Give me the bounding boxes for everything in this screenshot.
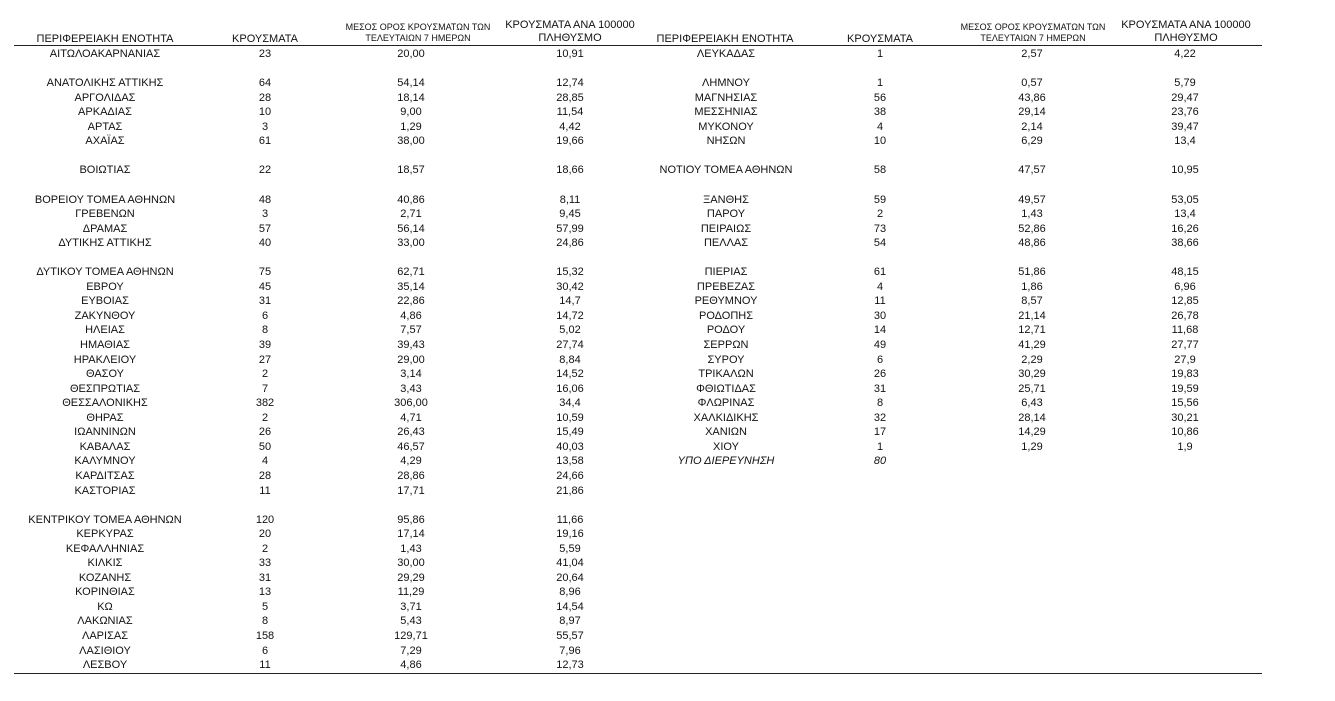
avg7-value: 4,86 xyxy=(400,309,422,322)
region-name: ΠΙΕΡΙΑΣ xyxy=(704,266,748,279)
avg7-value: 46,57 xyxy=(397,440,425,453)
avg7-value: 26,43 xyxy=(397,426,425,439)
per100k-value: 1,9 xyxy=(1177,440,1193,453)
cases-value: 2 xyxy=(261,411,269,424)
avg7-value: 3,43 xyxy=(400,382,422,395)
cases-value: 17 xyxy=(873,426,887,439)
region-name: ΕΒΡΟΥ xyxy=(86,280,124,293)
avg7-value: 29,00 xyxy=(397,353,425,366)
cases-value: 32 xyxy=(873,411,887,424)
region-name: ΚΑΒΑΛΑΣ xyxy=(79,440,131,453)
avg7-value: 1,43 xyxy=(1021,208,1043,221)
header-per100k-right-2: ΠΛΗΘΥΣΜΟ xyxy=(1154,32,1218,44)
per100k-value: 13,4 xyxy=(1174,208,1196,221)
region-name: ΛΕΥΚΑΔΑΣ xyxy=(696,48,756,60)
region-name: ΚΙΛΚΙΣ xyxy=(87,557,123,570)
avg7-value: 306,00 xyxy=(394,397,428,410)
per100k-value: 7,96 xyxy=(559,644,581,657)
cases-value: 6 xyxy=(876,353,884,366)
region-name: ΚΑΣΤΟΡΙΑΣ xyxy=(74,484,136,497)
cases-value: 3 xyxy=(261,208,269,221)
region-name: ΘΕΣΠΡΩΤΙΑΣ xyxy=(69,382,141,395)
region-name: ΦΘΙΩΤΙΔΑΣ xyxy=(696,382,756,395)
header-cases-right: ΚΡΟΥΣΜΑΤΑ xyxy=(847,33,913,45)
avg7-value: 35,14 xyxy=(397,280,425,293)
region-name: ΒΟΙΩΤΙΑΣ xyxy=(79,164,131,177)
avg7-value: 1,86 xyxy=(1021,280,1043,293)
region-name: ΑΝΑΤΟΛΙΚΗΣ ΑΤΤΙΚΗΣ xyxy=(46,77,164,90)
avg7-value: 29,29 xyxy=(397,571,425,584)
per100k-value: 55,57 xyxy=(556,630,584,642)
region-name: ΖΑΚΥΝΘΟΥ xyxy=(74,309,136,322)
cases-value: 10 xyxy=(258,106,272,119)
avg7-value: 6,29 xyxy=(1021,135,1043,148)
header-avg-left-1: ΜΕΣΟΣ ΟΡΟΣ ΚΡΟΥΣΜΑΤΩΝ ΤΩΝ xyxy=(345,22,491,32)
region-name: ΗΜΑΘΙΑΣ xyxy=(80,339,130,351)
cases-value: 64 xyxy=(258,77,272,90)
footer-rule xyxy=(14,673,1262,674)
header-avg-right-2: ΤΕΛΕΥΤΑΙΩΝ 7 ΗΜΕΡΩΝ xyxy=(980,33,1086,43)
per100k-value: 29,47 xyxy=(1171,91,1199,104)
per100k-value: 8,97 xyxy=(559,615,581,628)
header-per100k-left-1: ΚΡΟΥΣΜΑΤΑ ΑΝΑ 100000 xyxy=(505,19,635,31)
cases-value: 59 xyxy=(873,193,887,206)
cases-value: 4 xyxy=(876,280,884,293)
cases-value: 54 xyxy=(873,237,887,250)
region-name: ΞΑΝΘΗΣ xyxy=(703,193,749,206)
cases-value: 11 xyxy=(874,295,886,308)
avg7-value: 56,14 xyxy=(397,222,425,235)
region-name: ΑΡΤΑΣ xyxy=(87,120,123,133)
per100k-value: 10,91 xyxy=(556,48,584,60)
region-name: ΦΛΩΡΙΝΑΣ xyxy=(697,397,755,410)
per100k-value: 27,9 xyxy=(1174,353,1196,366)
per100k-value: 11,68 xyxy=(1171,324,1199,337)
cases-value: 2 xyxy=(876,208,884,221)
avg7-value: 33,00 xyxy=(397,237,425,250)
avg7-value: 20,00 xyxy=(397,48,425,60)
per100k-value: 57,99 xyxy=(556,222,584,235)
region-name: ΧΙΟΥ xyxy=(713,440,739,453)
region-name: ΛΕΣΒΟΥ xyxy=(82,659,128,672)
avg7-value: 18,14 xyxy=(397,91,425,104)
cases-value: 5 xyxy=(261,600,269,613)
cases-value: 28 xyxy=(258,91,272,104)
avg7-value: 52,86 xyxy=(1018,222,1046,235)
avg7-value: 21,14 xyxy=(1018,309,1046,322)
per100k-value: 28,85 xyxy=(556,91,584,104)
avg7-value: 7,29 xyxy=(400,644,422,657)
cases-value: 45 xyxy=(258,280,272,293)
cases-value: 382 xyxy=(255,397,275,410)
cases-value: 31 xyxy=(258,295,272,308)
region-name: ΚΕΝΤΡΙΚΟΥ ΤΟΜΕΑ ΑΘΗΝΩΝ xyxy=(28,513,182,526)
header-per100k-left-2: ΠΛΗΘΥΣΜΟ xyxy=(538,32,602,44)
avg7-value: 4,86 xyxy=(400,659,422,672)
region-name: ΔΥΤΙΚΟΥ ΤΟΜΕΑ ΑΘΗΝΩΝ xyxy=(36,266,174,279)
per100k-value: 34,4 xyxy=(559,397,581,410)
region-name: ΝΟΤΙΟΥ ΤΟΜΕΑ ΑΘΗΝΩΝ xyxy=(659,164,793,177)
cases-value: 22 xyxy=(258,164,272,177)
region-name: ΗΡΑΚΛΕΙΟΥ xyxy=(73,353,137,366)
avg7-value: 39,43 xyxy=(397,339,425,351)
region-name: ΧΑΛΚΙΔΙΚΗΣ xyxy=(693,411,759,424)
region-name: ΥΠΟ ΔΙΕΡΕΥΝΗΣΗ xyxy=(677,455,775,468)
region-name: ΚΕΦΑΛΛΗΝΙΑΣ xyxy=(65,542,145,555)
region-name: ΚΩ xyxy=(97,600,113,613)
avg7-value: 14,29 xyxy=(1018,426,1046,439)
avg7-value: 47,57 xyxy=(1018,164,1046,177)
region-name: ΘΑΣΟΥ xyxy=(85,368,125,381)
region-name: ΑΡΓΟΛΙΔΑΣ xyxy=(74,91,136,104)
avg7-value: 1,43 xyxy=(400,542,422,555)
per100k-value: 15,56 xyxy=(1171,397,1199,410)
avg7-value: 2,14 xyxy=(1021,120,1043,133)
region-name: ΤΡΙΚΑΛΩΝ xyxy=(698,368,754,381)
per100k-value: 14,72 xyxy=(556,309,584,322)
region-name: ΡΟΔΟΠΗΣ xyxy=(698,309,754,322)
region-name: ΛΑΡΙΣΑΣ xyxy=(81,630,129,642)
per100k-value: 11,66 xyxy=(556,513,584,526)
cases-value: 6 xyxy=(261,309,269,322)
per100k-value: 16,26 xyxy=(1171,222,1199,235)
region-name: ΠΡΕΒΕΖΑΣ xyxy=(696,280,756,293)
avg7-value: 11,29 xyxy=(397,586,425,599)
per100k-value: 12,74 xyxy=(556,77,584,90)
region-name: ΑΧΑΪΑΣ xyxy=(85,135,125,148)
region-name: ΣΥΡΟΥ xyxy=(707,353,745,366)
avg7-value: 43,86 xyxy=(1018,91,1046,104)
region-name: ΝΗΣΩΝ xyxy=(706,135,746,148)
region-name: ΔΥΤΙΚΗΣ ΑΤΤΙΚΗΣ xyxy=(58,237,152,250)
cases-value: 6 xyxy=(261,644,269,657)
avg7-value: 40,86 xyxy=(397,193,425,206)
per100k-value: 12,85 xyxy=(1171,295,1199,308)
cases-value: 31 xyxy=(873,382,887,395)
cases-value: 8 xyxy=(876,397,884,410)
header-rule xyxy=(14,45,1262,46)
per100k-value: 24,66 xyxy=(556,469,584,482)
cases-value: 7 xyxy=(261,382,269,395)
per100k-value: 38,66 xyxy=(1171,237,1199,250)
cases-value: 26 xyxy=(258,426,272,439)
avg7-value: 12,71 xyxy=(1018,324,1046,337)
avg7-value: 1,29 xyxy=(400,120,422,133)
header-avg-left-2: ΤΕΛΕΥΤΑΙΩΝ 7 ΗΜΕΡΩΝ xyxy=(365,33,471,43)
cases-value: 48 xyxy=(258,193,272,206)
per100k-value: 48,15 xyxy=(1171,266,1199,279)
cases-value: 49 xyxy=(873,339,887,351)
avg7-value: 3,14 xyxy=(400,368,422,381)
avg7-value: 0,57 xyxy=(1021,77,1043,90)
cases-value: 27 xyxy=(258,353,272,366)
cases-value: 28 xyxy=(258,469,272,482)
cases-value: 50 xyxy=(258,440,272,453)
cases-value: 13 xyxy=(258,586,272,599)
avg7-value: 3,71 xyxy=(400,600,422,613)
per100k-value: 10,86 xyxy=(1171,426,1199,439)
region-name: ΔΡΑΜΑΣ xyxy=(82,222,128,235)
per100k-value: 30,42 xyxy=(556,280,584,293)
region-name: ΕΥΒΟΙΑΣ xyxy=(81,295,129,308)
region-name: ΚΑΡΔΙΤΣΑΣ xyxy=(75,469,135,482)
avg7-value: 48,86 xyxy=(1018,237,1046,250)
per100k-value: 10,95 xyxy=(1171,164,1199,177)
per100k-value: 14,52 xyxy=(556,368,584,381)
cases-value: 20 xyxy=(258,528,272,541)
per100k-value: 8,84 xyxy=(559,353,581,366)
cases-value: 3 xyxy=(261,120,269,133)
region-name: ΓΡΕΒΕΝΩΝ xyxy=(75,208,135,221)
region-name: ΠΕΛΛΑΣ xyxy=(703,237,749,250)
region-name: ΚΟΖΑΝΗΣ xyxy=(78,571,132,584)
region-name: ΛΑΣΙΘΙΟΥ xyxy=(79,644,131,657)
cases-value: 4 xyxy=(876,120,884,133)
avg7-value: 30,29 xyxy=(1018,368,1046,381)
per100k-value: 19,16 xyxy=(556,528,584,541)
cases-value: 2 xyxy=(261,368,269,381)
per100k-value: 24,86 xyxy=(556,237,584,250)
avg7-value: 54,14 xyxy=(397,77,425,90)
avg7-value: 38,00 xyxy=(397,135,425,148)
avg7-value: 7,57 xyxy=(400,324,422,337)
avg7-value: 28,14 xyxy=(1018,411,1046,424)
avg7-value: 8,57 xyxy=(1021,295,1043,308)
per100k-value: 41,04 xyxy=(556,557,584,570)
avg7-value: 5,43 xyxy=(400,615,422,628)
per100k-value: 5,59 xyxy=(559,542,581,555)
per100k-value: 18,66 xyxy=(556,164,584,177)
per100k-value: 14,7 xyxy=(559,295,581,308)
region-name: ΛΑΚΩΝΙΑΣ xyxy=(77,615,133,628)
per100k-value: 20,64 xyxy=(556,571,584,584)
cases-value: 80 xyxy=(873,455,887,468)
cases-value: 40 xyxy=(258,237,272,250)
cases-value: 38 xyxy=(873,106,887,119)
per100k-value: 15,32 xyxy=(556,266,584,279)
region-name: ΘΗΡΑΣ xyxy=(86,411,124,424)
cases-value: 73 xyxy=(873,222,887,235)
per100k-value: 26,78 xyxy=(1171,309,1199,322)
per100k-value: 19,83 xyxy=(1171,368,1199,381)
per100k-value: 53,05 xyxy=(1171,193,1199,206)
cases-value: 58 xyxy=(873,164,887,177)
per100k-value: 13,4 xyxy=(1174,135,1196,148)
cases-value: 11 xyxy=(259,659,271,672)
avg7-value: 17,71 xyxy=(397,484,425,497)
per100k-value: 27,74 xyxy=(556,339,584,351)
avg7-value: 1,29 xyxy=(1021,440,1043,453)
cases-value: 1 xyxy=(876,48,884,60)
avg7-value: 2,71 xyxy=(400,208,422,221)
per100k-value: 19,66 xyxy=(556,135,584,148)
region-name: ΒΟΡΕΙΟΥ ΤΟΜΕΑ ΑΘΗΝΩΝ xyxy=(34,193,176,206)
cases-value: 56 xyxy=(873,91,887,104)
per100k-value: 4,22 xyxy=(1174,48,1196,60)
cases-value: 61 xyxy=(873,266,887,279)
cases-value: 26 xyxy=(873,368,887,381)
per100k-value: 27,77 xyxy=(1171,339,1199,351)
region-name: ΑΙΤΩΛΟΑΚΑΡΝΑΝΙΑΣ xyxy=(49,48,161,60)
region-name: ΜΕΣΣΗΝΙΑΣ xyxy=(694,106,758,119)
cases-value: 31 xyxy=(258,571,272,584)
per100k-value: 9,45 xyxy=(559,208,581,221)
cases-value: 120 xyxy=(255,513,275,526)
per100k-value: 5,02 xyxy=(559,324,581,337)
cases-value: 14 xyxy=(873,324,887,337)
region-name: ΑΡΚΑΔΙΑΣ xyxy=(78,106,132,119)
per100k-value: 39,47 xyxy=(1171,120,1199,133)
region-name: ΣΕΡΡΩΝ xyxy=(703,339,749,351)
per100k-value: 8,96 xyxy=(559,586,581,599)
cases-value: 57 xyxy=(258,222,272,235)
avg7-value: 2,57 xyxy=(1021,48,1043,60)
avg7-value: 49,57 xyxy=(1018,193,1046,206)
region-name: ΚΟΡΙΝΘΙΑΣ xyxy=(75,586,135,599)
region-name: ΚΕΡΚΥΡΑΣ xyxy=(76,528,134,541)
per100k-value: 19,59 xyxy=(1171,382,1199,395)
avg7-value: 4,71 xyxy=(400,411,422,424)
avg7-value: 29,14 xyxy=(1018,106,1046,119)
cases-value: 61 xyxy=(258,135,272,148)
avg7-value: 18,57 xyxy=(397,164,425,177)
avg7-value: 28,86 xyxy=(397,469,425,482)
header-cases-left: ΚΡΟΥΣΜΑΤΑ xyxy=(232,33,298,45)
cases-value: 1 xyxy=(876,440,884,453)
per100k-value: 14,54 xyxy=(556,600,584,613)
header-region-left: ΠΕΡΙΦΕΡΕΙΑΚΗ ΕΝΟΤΗΤΑ xyxy=(36,33,174,45)
per100k-value: 4,42 xyxy=(559,120,581,133)
avg7-value: 22,86 xyxy=(397,295,425,308)
per100k-value: 11,54 xyxy=(556,106,584,119)
region-name: ΛΗΜΝΟΥ xyxy=(702,77,750,90)
cases-value: 30 xyxy=(873,309,887,322)
cases-value: 1 xyxy=(876,77,884,90)
region-name: ΗΛΕΙΑΣ xyxy=(85,324,125,337)
header-region-right: ΠΕΡΙΦΕΡΕΙΑΚΗ ΕΝΟΤΗΤΑ xyxy=(656,33,794,45)
per100k-value: 13,58 xyxy=(556,455,584,468)
region-name: ΠΑΡΟΥ xyxy=(706,208,746,221)
header-avg-right-1: ΜΕΣΟΣ ΟΡΟΣ ΚΡΟΥΣΜΑΤΩΝ ΤΩΝ xyxy=(960,22,1106,32)
region-name: ΠΕΙΡΑΙΩΣ xyxy=(700,222,752,235)
avg7-value: 9,00 xyxy=(400,106,422,119)
header-per100k-right-1: ΚΡΟΥΣΜΑΤΑ ΑΝΑ 100000 xyxy=(1121,19,1251,31)
avg7-value: 25,71 xyxy=(1018,382,1046,395)
per100k-value: 40,03 xyxy=(556,440,584,453)
per100k-value: 15,49 xyxy=(556,426,584,439)
cases-value: 8 xyxy=(261,615,269,628)
per100k-value: 21,86 xyxy=(556,484,584,497)
avg7-value: 95,86 xyxy=(397,513,425,526)
avg7-value: 41,29 xyxy=(1018,339,1046,351)
cases-value: 4 xyxy=(261,455,269,468)
avg7-value: 17,14 xyxy=(397,528,425,541)
per100k-value: 10,59 xyxy=(556,411,584,424)
cases-value: 2 xyxy=(261,542,269,555)
cases-value: 33 xyxy=(258,557,272,570)
cases-value: 11 xyxy=(259,484,271,497)
cases-value: 39 xyxy=(258,339,272,351)
per100k-value: 30,21 xyxy=(1171,411,1199,424)
per100k-value: 23,76 xyxy=(1171,106,1199,119)
per100k-value: 6,96 xyxy=(1174,280,1196,293)
per100k-value: 16,06 xyxy=(556,382,584,395)
per100k-value: 5,79 xyxy=(1174,77,1196,90)
cases-value: 10 xyxy=(873,135,887,148)
region-name: ΡΟΔΟΥ xyxy=(706,324,746,337)
region-name: ΡΕΘΥΜΝΟΥ xyxy=(694,295,758,308)
cases-value: 75 xyxy=(258,266,272,279)
avg7-value: 6,43 xyxy=(1021,397,1043,410)
region-name: ΜΑΓΝΗΣΙΑΣ xyxy=(694,91,758,104)
region-name: ΚΑΛΥΜΝΟΥ xyxy=(74,455,136,468)
region-name: ΜΥΚΟΝΟΥ xyxy=(698,120,754,133)
per100k-value: 12,73 xyxy=(556,659,584,672)
avg7-value: 2,29 xyxy=(1021,353,1043,366)
avg7-value: 62,71 xyxy=(397,266,425,279)
region-name: ΙΩΑΝΝΙΝΩΝ xyxy=(74,426,136,439)
avg7-value: 129,71 xyxy=(394,630,428,642)
cases-value: 158 xyxy=(255,630,275,642)
avg7-value: 30,00 xyxy=(397,557,425,570)
cases-value: 8 xyxy=(261,324,269,337)
avg7-value: 51,86 xyxy=(1018,266,1046,279)
avg7-value: 4,29 xyxy=(400,455,422,468)
cases-value: 23 xyxy=(258,48,272,60)
region-name: ΘΕΣΣΑΛΟΝΙΚΗΣ xyxy=(62,397,148,410)
region-name: ΧΑΝΙΩΝ xyxy=(705,426,747,439)
per100k-value: 8,11 xyxy=(559,193,581,206)
